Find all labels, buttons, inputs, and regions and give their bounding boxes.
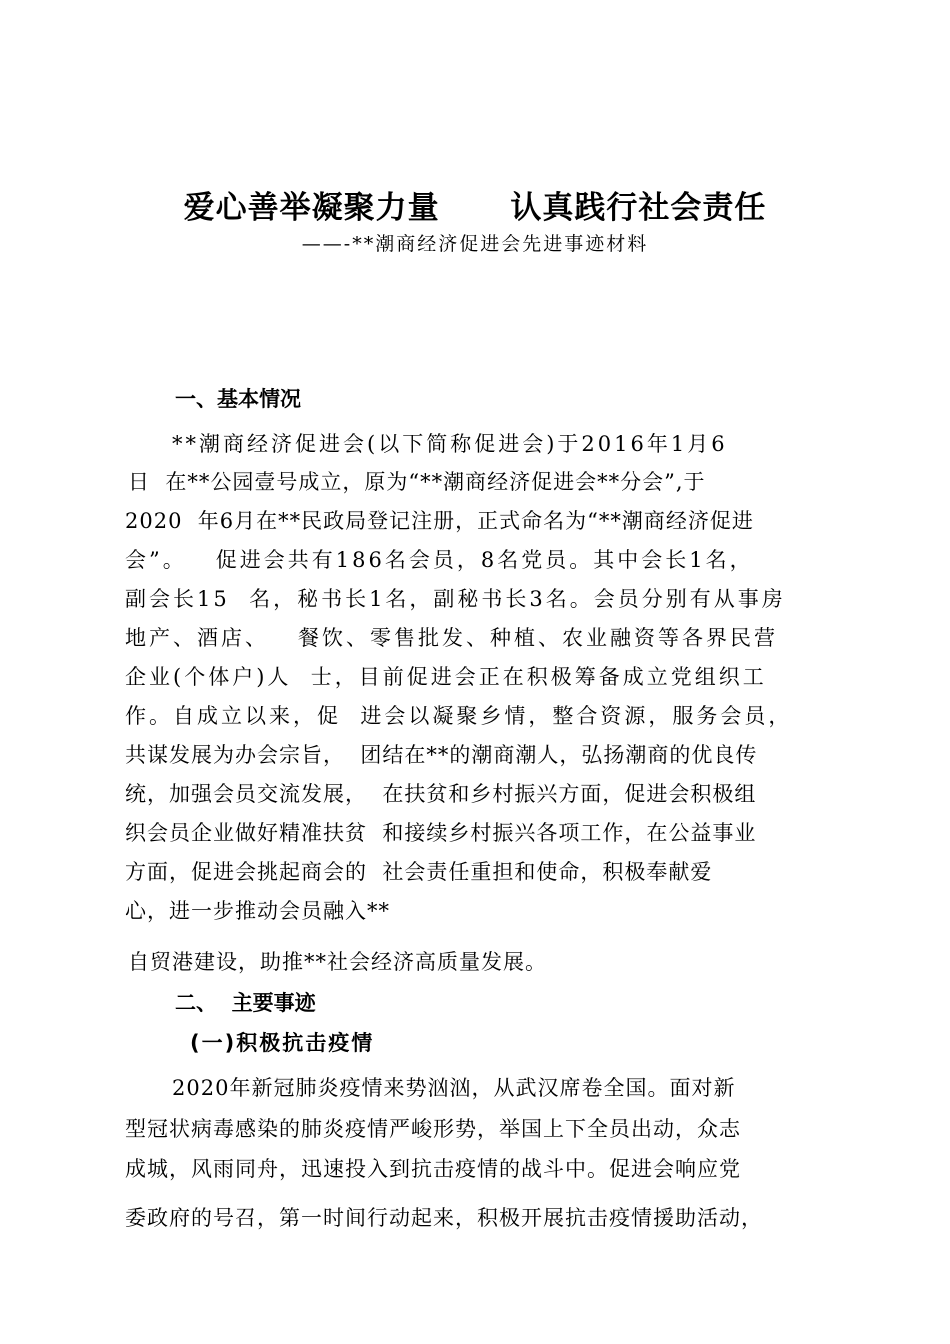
paragraph-line: 副会长15 名，秘书长1名，副秘书长3名。会员分别有从事房 xyxy=(125,587,786,611)
paragraph-line: 统，加强会员交流发展， 在扶贫和乡村振兴方面，促进会积极组 xyxy=(125,782,757,806)
paragraph-line: 地产、酒店、 餐饮、零售批发、种植、农业融资等各界民营 xyxy=(125,626,779,650)
paragraph-line: **潮商经济促进会(以下简称促进会)于2016年1月6 xyxy=(172,432,728,456)
paragraph-line: 成城，风雨同舟，迅速投入到抗击疫情的战斗中。促进会响应党 xyxy=(125,1157,741,1181)
document-subtitle: ——-**潮商经济促进会先进事迹材料 xyxy=(301,233,649,255)
paragraph-line: 共谋发展为办会宗旨， 团结在**的潮商潮人，弘扬潮商的优良传 xyxy=(125,743,758,767)
paragraph-line: 型冠状病毒感染的肺炎疫情严峻形势，举国上下全员出动，众志 xyxy=(125,1117,741,1141)
document-title: 爱心善举凝聚力量 认真践行社会责任 xyxy=(183,190,767,226)
subsection-heading-fight-epidemic: (一)积极抗击疫情 xyxy=(190,1031,375,1055)
section-heading-basic-info: 一、基本情况 xyxy=(175,387,301,411)
paragraph-line: 2020年新冠肺炎疫情来势汹汹，从武汉席卷全国。面对新 xyxy=(172,1076,736,1100)
paragraph-line: 2020 年6月在**民政局登记注册，正式命名为“**潮商经济促进 xyxy=(125,509,754,533)
paragraph-line: 心，进一步推动会员融入** xyxy=(125,899,390,923)
paragraph-line: 委政府的号召，第一时间行动起来，积极开展抗击疫情援助活动， xyxy=(125,1206,763,1230)
paragraph-line: 企业(个体户)人 士，目前促进会正在积极筹备成立党组织工 xyxy=(125,665,767,689)
section-heading-main-deeds: 二、 主要事迹 xyxy=(175,991,316,1015)
paragraph-line: 作。自成立以来，促 进会以凝聚乡情，整合资源，服务会员， xyxy=(125,704,793,728)
paragraph-line: 织会员企业做好精准扶贫 和接续乡村振兴各项工作，在公益事业 xyxy=(125,821,757,845)
paragraph-line: 自贸港建设，助推**社会经济高质量发展。 xyxy=(128,950,547,974)
paragraph-line: 方面，促进会挑起商会的 社会责任重担和使命，积极奉献爱 xyxy=(125,860,713,884)
paragraph-line: 会”。 促进会共有186名会员，8名党员。其中会长1名， xyxy=(125,548,754,572)
paragraph-line: 日 在**公园壹号成立，原为“**潮商经济促进会**分会”,于 xyxy=(128,470,706,494)
